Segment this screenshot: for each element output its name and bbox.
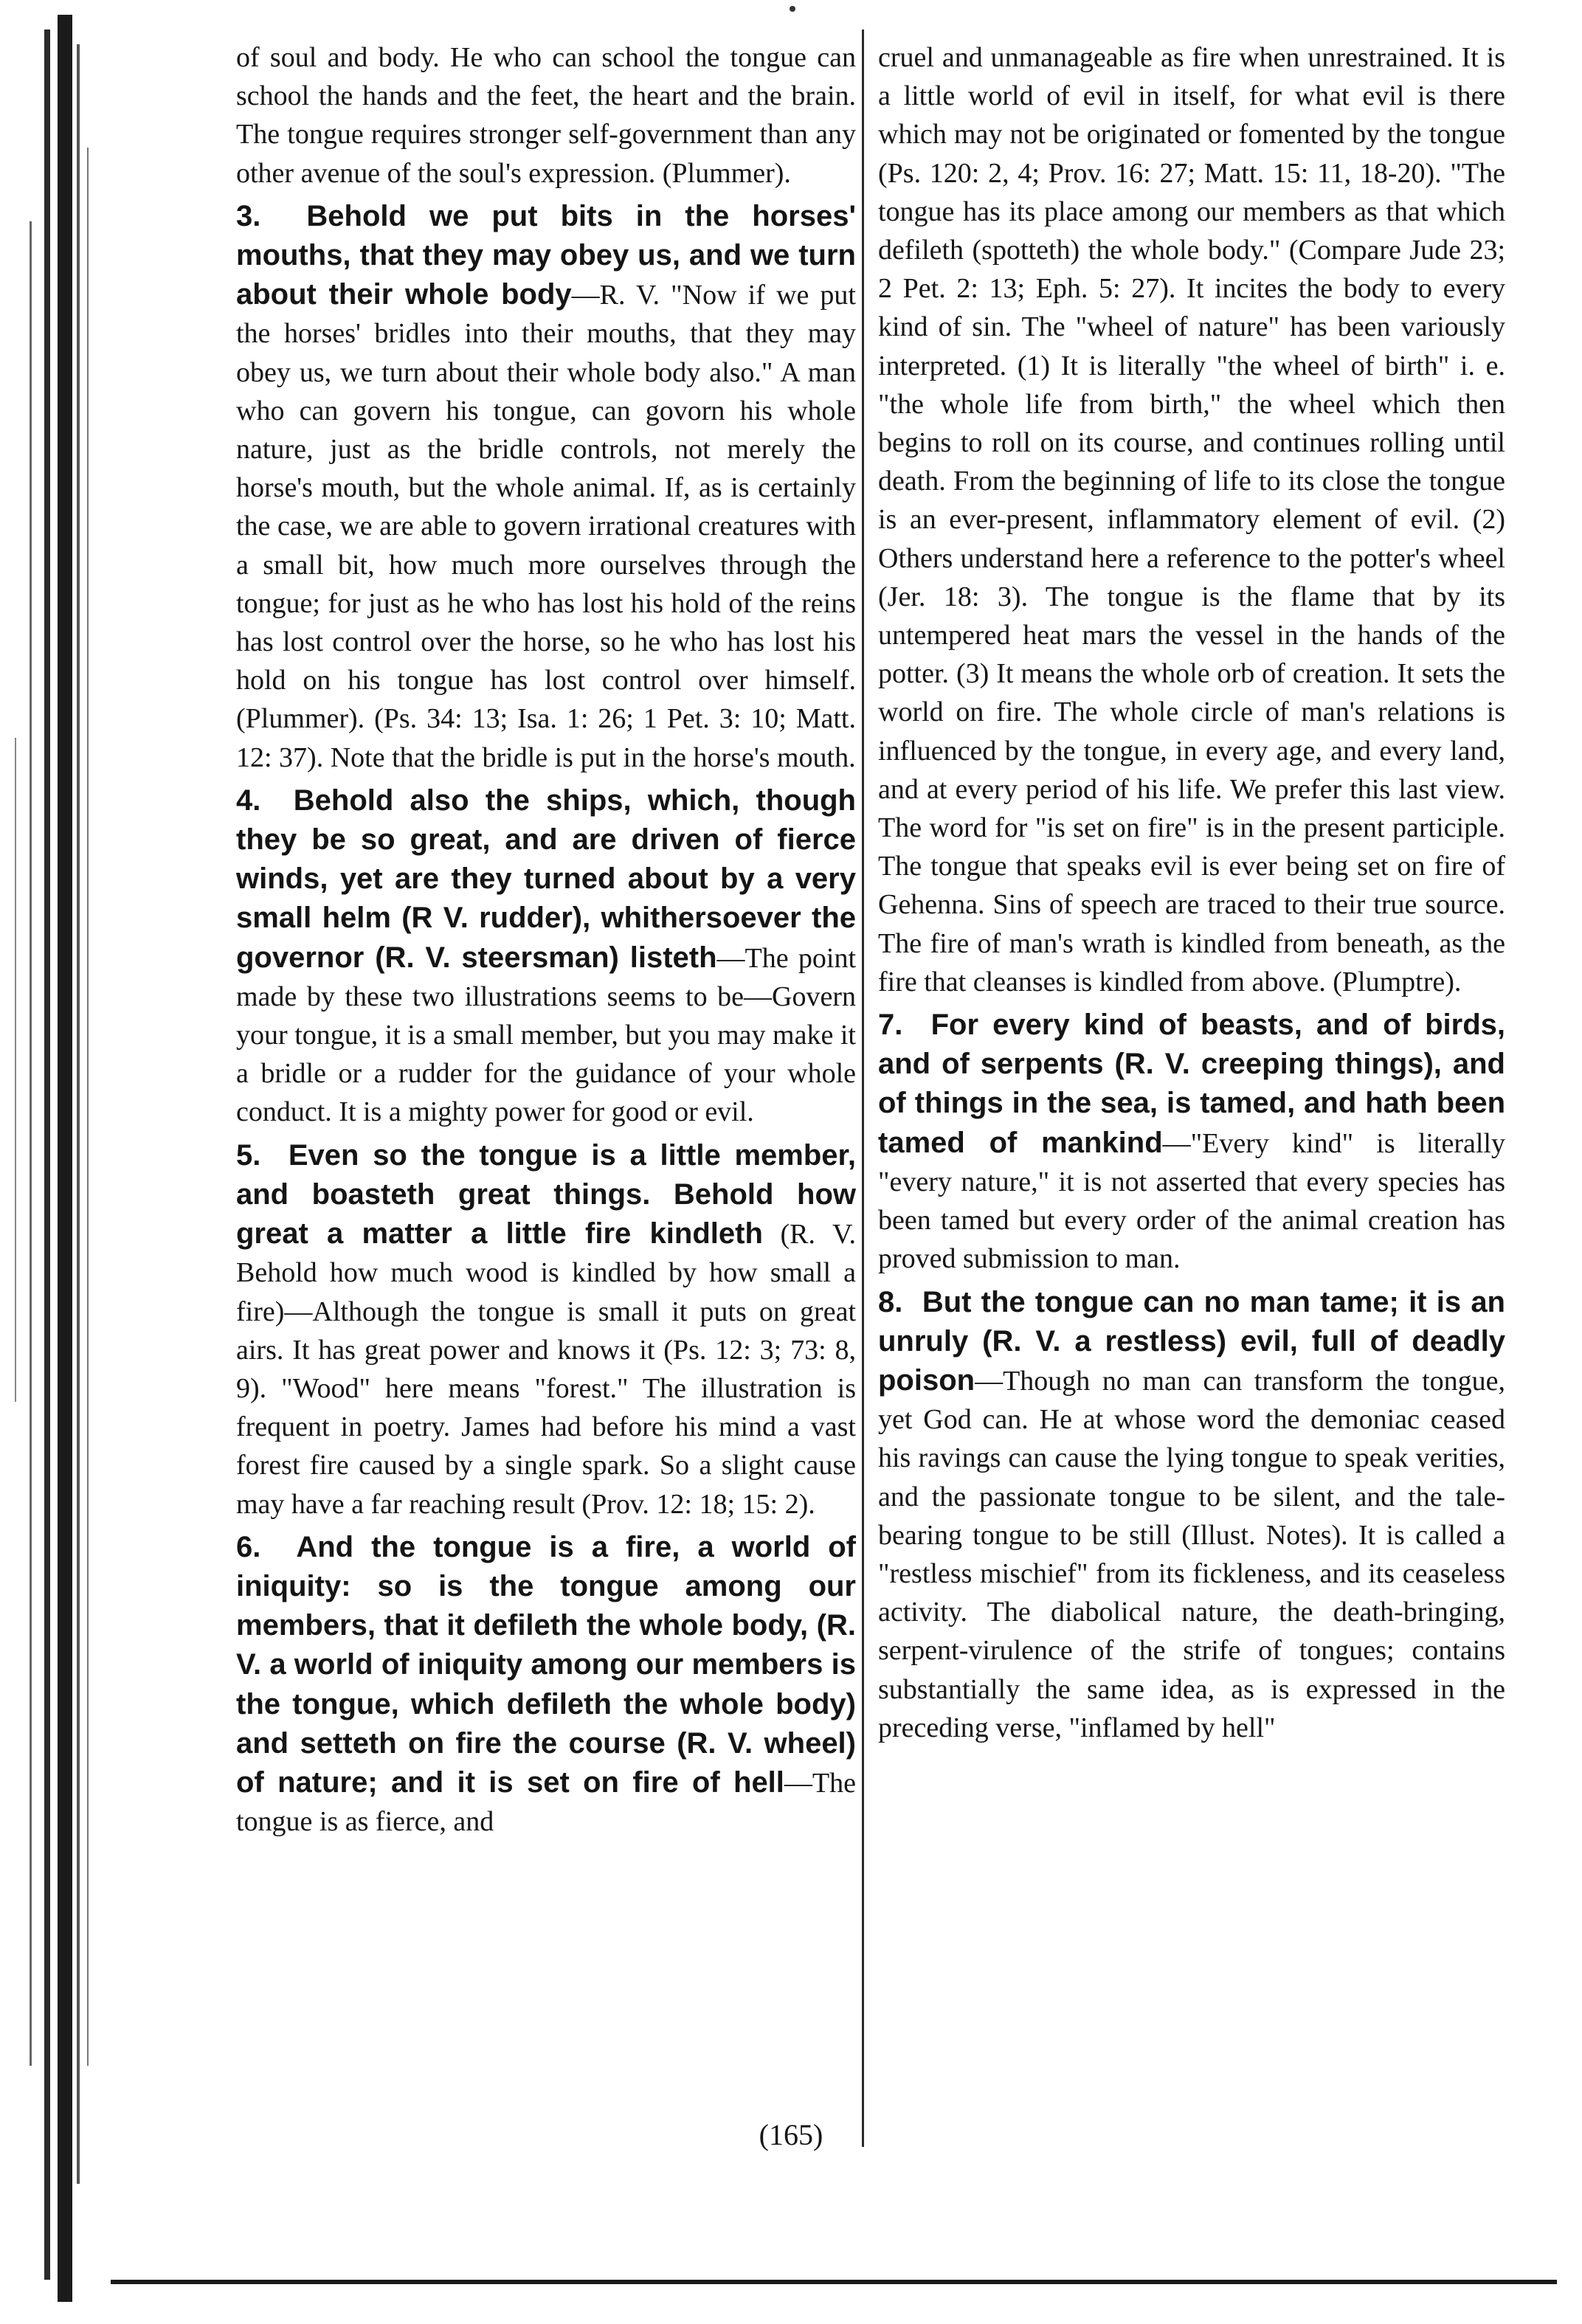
verse-text: Behold also the ships, which, though they be so great, and are driven of fierce winds, yet are they turned about by a very small helm (R V. rudder), whithersoever the governor (R. V. steersman) listeth [236,784,856,974]
verse-number: 8. [878,1285,922,1318]
paragraph: cruel and unmanageable as fire when unrestrained. It is a little world of evil in itself, for what evil is there which may not be originated or fomented by the tongue (Ps. 120: 2, 4; Prov. 16: 27; Matt. 15: 11, 18-20). "The tongue has its place among our members as that which defileth (spotteth) the whole body." (Compare Jude 23; 2 Pet. 2: 13; Eph. 5: 27). It incites the body to every kind of sin. The "wheel of nature" has been variously interpreted. (1) It is literally "the wheel of birth" i. e. "the whole life from birth," the wheel which then begins to roll on its course, and continues rolling until death. From the beginning of life to its close the tongue is an ever-present, inflammatory element of evil. (2) Others understand here a reference to the potter's wheel (Jer. 18: 3). The tongue is the flame that by its untempered heat mars the vessel in the hands of the potter. (3) It means the whole orb of creation. It sets the world on fire. The whole circle of man's relations is influenced by the tongue, in every age, and every land, and at every period of his life. We prefer this last view. The word for "is set on fire" is in the present participle. The tongue that speaks evil is ever being set on fire of Gehenna. Sins of speech are traced to their true source. The fire of man's wrath is kindled from beneath, as the fire that cleanses is kindled from above. (Plumptre). [878,42,1505,997]
top-dot-mark [790,6,795,12]
verse-number: 4. [236,784,294,817]
page-binding-edge [0,0,118,2324]
verse-paragraph [236,197,856,777]
page-number: (165) [759,2118,823,2151]
commentary-text: —The point made by these two illustrations seems to be—Govern your tongue, it is a small member, but you may make it a bridle or a rudder for the guidance of your whole conduct. It is a mighty power for good or evil. [236,942,857,1128]
commentary-text: —The tongue is as fierce, and [236,1767,856,1838]
column-divider [862,30,864,2147]
verse-text: For every kind of beasts, and of birds, and of serpents (R. V. creeping things), and of things in the sea, is tamed, and hath been tamed of mankind [878,1009,1505,1159]
verse-text: Even so the tongue is a little member, and boasteth great things. Behold how great a matter a little fire kindleth [236,1138,856,1251]
commentary-text: —R. V. "Now if we put the horses' bridles into their mouths, that they may obey us, we turn about their whole body also." A man who can govern his tongue, can govorn his whole nature, just as the bridle controls, not merely the horse's mouth, but the whole animal. If, as is certainly the case, we are able to govern irrational creatures with a small bit, how much more ourselves through the tongue; for just as he who has lost his hold of the reins has lost control over the horse, so he who has lost his hold on his tongue has lost control over himself. (Plummer). (Ps. 34: 13; Isa. 1: 26; 1 Pet. 3: 10; Matt. 12: 37). Note that the bridle is put in the horse's mouth. [236,280,856,773]
commentary-text: —"Every kind" is literally "every nature," it is not asserted that every species has been tamed but every order of the animal creation has proved submission to man. [878,1127,1505,1275]
verse-number: 6. [236,1530,297,1563]
verse-number: 5. [236,1138,289,1172]
verse-paragraph [236,781,856,1132]
verse-text: But the tongue can no man tame; it is an unruly (R. V. a restless) evil, full of deadly poison [878,1285,1505,1397]
commentary-text: (R. V. Behold how much wood is kindled by how small a fire)—Although the tongue is small it puts on great airs. It has great power and knows it (Ps. 12: 3; 73: 8, 9). "Wood" here means "forest." The illustration is frequent in poetry. James had before his mind a vast forest fire caused by a single spark. So a slight cause may have a far reaching result (Prov. 12: 18; 15: 2). [236,1219,857,1520]
verse-paragraph [236,1528,856,1841]
verse-text: And the tongue is a fire, a world of iniquity: so is the tongue among our members, that it defileth the whole body, (R. V. a world of iniquity among our members is the tongue, which defileth the whole body) and setteth on fire the course (R. V. wheel) of nature; and it is set on fire of hell [236,1530,856,1799]
verse-number: 3. [236,199,307,232]
left-column [236,38,856,1841]
verse-text: Behold we put bits in the horses' mouths, that they may obey us, and we turn about their whole body [236,199,856,311]
verse-number: 7. [878,1009,931,1042]
right-column [878,38,1505,1747]
verse-paragraph [878,1283,1505,1747]
bottom-rule [111,2280,1557,2284]
verse-paragraph [236,1136,856,1524]
verse-paragraph [878,1006,1505,1278]
paragraph: of soul and body. He who can school the tongue can school the hands and the feet, the heart and the brain. The tongue requires stronger self-government than any other avenue of the soul's expression. (Plummer). [236,42,856,189]
commentary-text: —Though no man can transform the tongue, yet God can. He at whose word the demoniac ceased his ravings can cause the lying tongue to speak verities, and the passionate tongue to be silent, and the tale-bearing tongue to be still (Illust. Notes). It is called a "restless mischief" from its fickleness, and its ceaseless activity. The diabolical nature, the death-bringing, serpent-virulence of the strife of tongues; contains substantially the same idea, as is expressed in the preceding verse, "inflamed by hell" [878,1365,1505,1743]
